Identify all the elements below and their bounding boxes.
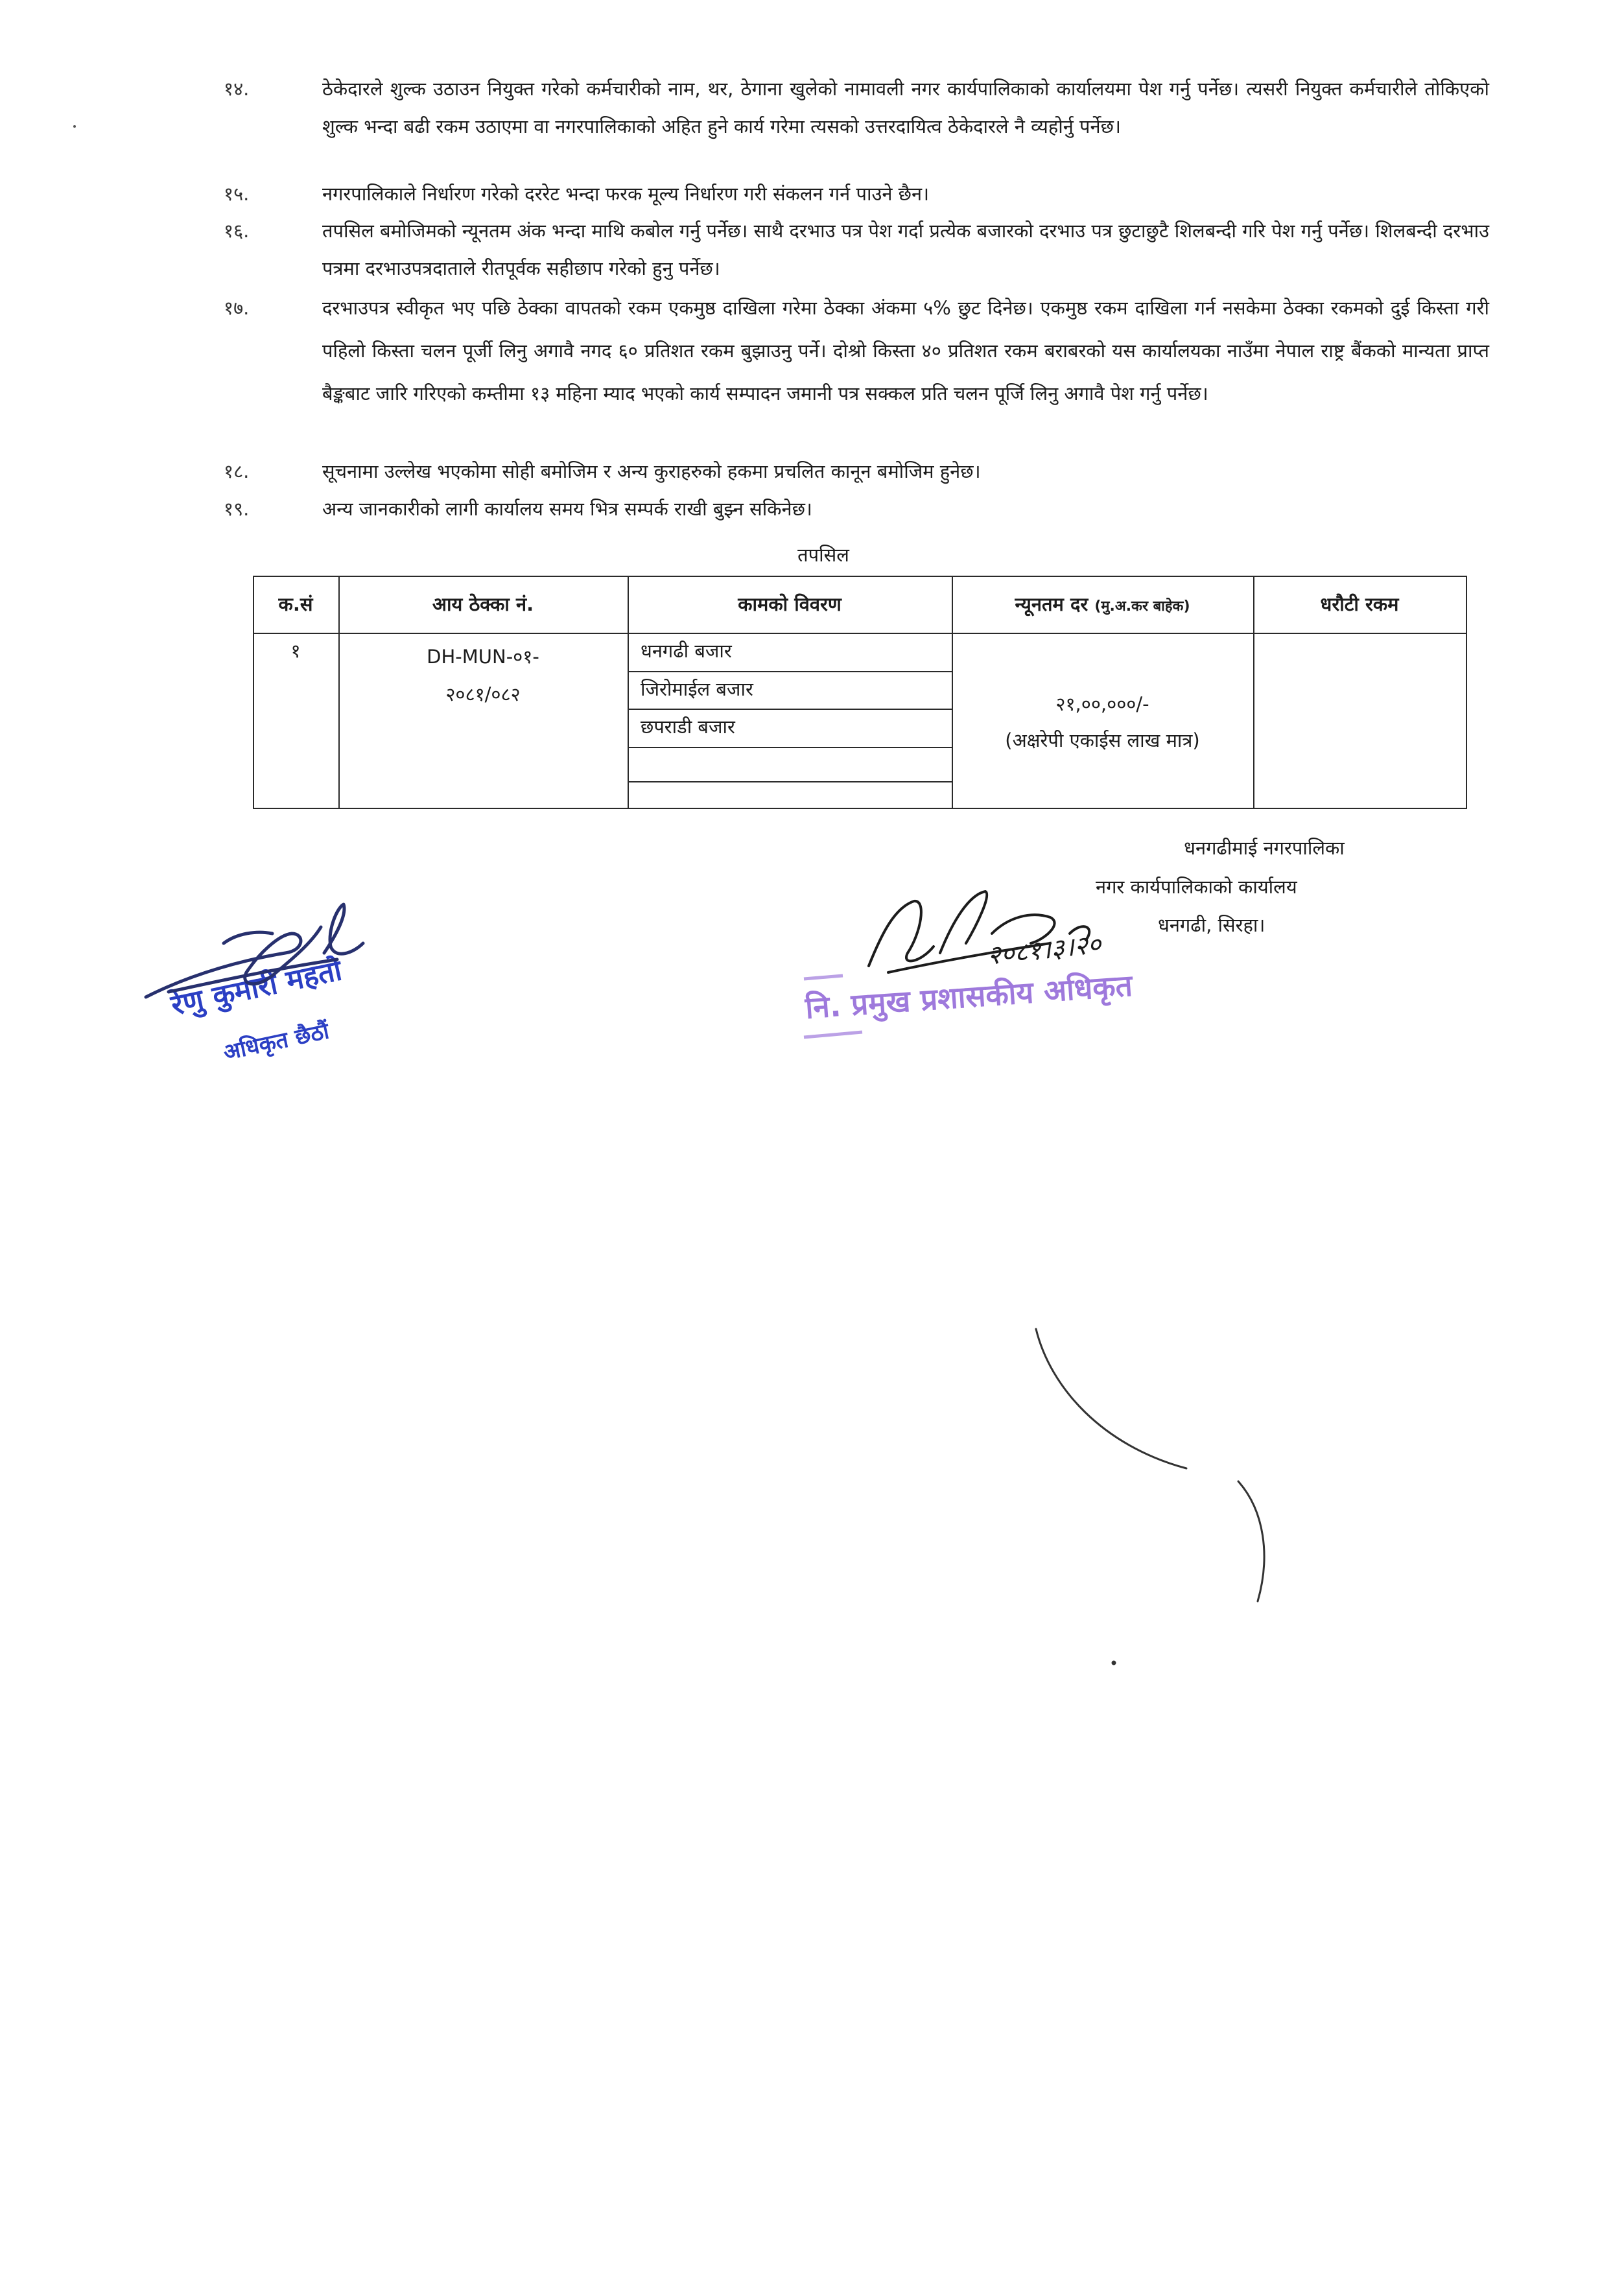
clause-text: ठेकेदारले शुल्क उठाउन नियुक्त गरेको कर्मचारीको नाम, थर, ठेगाना खुलेको नामावली नगर कार्यपालिकाको कार्यालयमा पेश गर्नु पर्नेछ। त्यसरी नियुक्त कर्मचारीले तोकिएको शुल्क भन्दा बढी रकम उठाएमा वा नगरपालिकाको अहित हुने कार्य गरेमा त्यसको उत्तरदायित्व ठेकेदारले नै व्यहोर्नु पर्नेछ। (322, 78, 1489, 137)
left-stamp-post: अधिकृत छैठौं (221, 1018, 332, 1066)
min-rate-amount: २१,००,०००/- (1055, 693, 1149, 715)
clause-text: नगरपालिकाले निर्धारण गरेको दररेट भन्दा फरक मूल्य निर्धारण गरी संकलन गर्न पाउने छैन। (322, 183, 930, 205)
office-line-2: नगर कार्यपालिकाको कार्यालय (1096, 876, 1297, 898)
schedule-title: तपसिल (797, 544, 849, 566)
left-stamp-name: रेणु कुमारी महतो (168, 954, 345, 1022)
header-min-rate-note: (मु.अ.कर बाहेक) (1094, 598, 1190, 615)
clause-text: तपसिल बमोजिमको न्यूनतम अंक भन्दा माथि कबोल गर्नु पर्नेछ। साथै दरभाउ पत्र पेश गर्दा प्रत्येक बजारको दरभाउ पत्र छुटाछुटै शिलबन्दी गरि पेश गर्नु पर्नेछ। शिलबन्दी दरभाउ पत्रमा दरभाउपत्रदाताले रीतपूर्वक सहीछाप गरेको हुनु पर्नेछ। (322, 220, 1489, 279)
clause-number: १८. (224, 460, 250, 482)
left-signature-icon (146, 904, 363, 997)
header-description: कामको विवरण (738, 593, 841, 615)
clause-number: १९. (224, 498, 250, 520)
header-serial: क.सं (278, 593, 313, 615)
clause-text: सूचनामा उल्लेख भएकोमा सोही बमोजिम र अन्य कुराहरुको हकमा प्रचलित कानून बमोजिम हुनेछ। (322, 460, 981, 482)
cell-market-2: जिरोमाईल बजार (641, 678, 753, 700)
header-deposit: धरौटी रकम (1320, 593, 1399, 615)
cell-serial: १ (290, 640, 301, 662)
stray-dot-icon (73, 125, 76, 128)
clause-text: अन्य जानकारीको लागी कार्यालय समय भित्र सम्पर्क राखी बुझ्न सकिनेछ। (322, 498, 812, 520)
pen-mark-icon (1036, 1329, 1264, 1664)
cell-market-1: धनगढी बजार (641, 640, 732, 662)
contract-no-line2: २०८१/०८२ (445, 683, 521, 705)
right-signature-icon (869, 891, 1089, 972)
contract-no-line1: DH-MUN-०१- (427, 646, 539, 668)
cell-market-3: छपराडी बजार (641, 716, 735, 738)
office-line-3: धनगढी, सिरहा। (1158, 914, 1265, 936)
clause-text: दरभाउपत्र स्वीकृत भए पछि ठेक्का वापतको रकम एकमुष्ठ दाखिला गरेमा ठेक्का अंकमा ५% छुट दिनेछ। एकमुष्ठ रकम दाखिला गर्न नसकेमा ठेक्का रकमको दुई किस्ता गरी पहिलो किस्ता चलन पूर्जी लिनु अगावै नगद ६० प्रतिशत रकम बुझाउनु पर्ने। दोश्रो किस्ता ४० प्रतिशत रकम बराबरको यस कार्यालयका नाउँमा नेपाल राष्ट्र बैंकको मान्यता प्राप्त बैङ्कबाट जारि गरिएको कम्तीमा १३ महिना म्याद भएको कार्य सम्पादन जमानी पत्र सक्कल प्रति चलन पूर्जि लिनु अगावै पेश गर्नु पर्नेछ। (322, 297, 1489, 405)
clause-number: १४. (224, 78, 250, 100)
clause-number: १६. (224, 220, 250, 242)
office-line-1: धनगढीमाई नगरपालिका (1184, 837, 1345, 859)
header-min-rate-label: न्यूनतम दर (1015, 593, 1089, 615)
clause-number: १५. (224, 183, 250, 205)
min-rate-words: (अक्षरेपी एकाईस लाख मात्र) (1005, 729, 1200, 751)
clause-number: १७. (224, 297, 250, 319)
right-signature-date: २०८१।३।२० (985, 929, 1103, 971)
right-stamp-post: नि. प्रमुख प्रशासकीय अधिकृत (804, 967, 1134, 1026)
right-stamp-icon (804, 976, 862, 1037)
header-contract-no: आय ठेक्का नं. (432, 593, 534, 615)
